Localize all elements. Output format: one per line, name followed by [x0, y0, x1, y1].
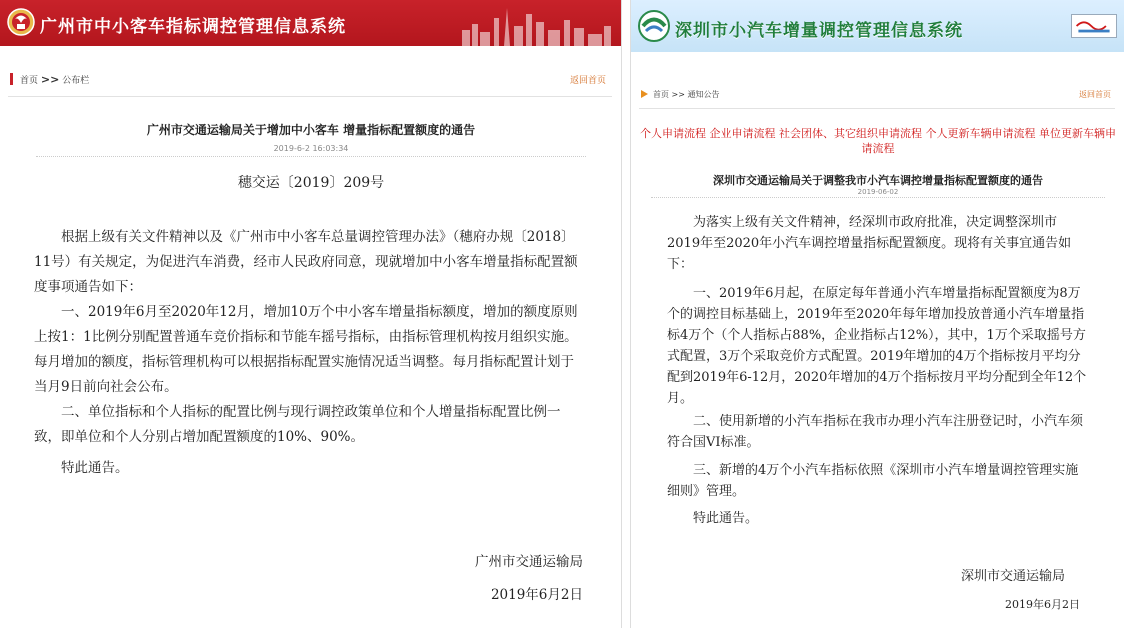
sz-back-home-link[interactable]: 返回首页 [1079, 90, 1111, 99]
crumb-separator: >> [40, 73, 60, 86]
crumb-home-link[interactable]: 首页 [20, 76, 39, 86]
sz-notice-title: 深圳市交通运输局关于调整我市小汽车调控增量指标配置额度的通告 [713, 174, 1043, 187]
sz-breadcrumb [639, 88, 1115, 104]
goat-emblem-icon [6, 7, 36, 37]
divider [639, 108, 1115, 109]
divider [651, 197, 1105, 198]
gz-system-title: 广州市中小客车指标调控管理信息系统 [40, 17, 346, 37]
gz-signer: 广州市交通运输局 [475, 554, 583, 570]
sz-publish-date: 2019-06-02 [857, 188, 899, 196]
gz-header [0, 0, 622, 46]
sz-header [631, 0, 1124, 52]
crumb-current[interactable]: 通知公告 [687, 90, 720, 99]
crumb-separator: >> [671, 90, 685, 99]
divider [8, 96, 612, 97]
process-links-text[interactable]: 个人申请流程 企业申请流程 社会团体、其它组织申请流程 个人更新车辆申请流程 单位更新车辆申请流程 [640, 127, 1116, 155]
gz-paragraph-2: 二、单位指标和个人指标的配置比例与现行调控政策单位和个人增量指标配置比例一致，即单位和个人分别占增加配置额度的10%、90%。 [34, 404, 561, 445]
sz-paragraph-3: 三、新增的4万个小汽车指标依照《深圳市小汽车增量调控管理实施细则》管理。 [667, 463, 1079, 499]
gz-paragraph-intro: 根据上级有关文件精神以及《广州市中小客车总量调控管理办法》（穗府办规〔2018〕11号）有关规定，为促进汽车消费，经市人民政府同意，现就增加中小客车增量指标配置额度事项通告如下： [34, 229, 578, 295]
crumb-home-link[interactable]: 首页 [653, 90, 669, 99]
crumb-marker [10, 73, 13, 85]
gz-breadcrumb [8, 70, 612, 88]
gz-notice-title: 广州市交通运输局关于增加中小客车 增量指标配置额度的通告 [146, 123, 476, 137]
gz-sign-date: 2019年6月2日 [490, 587, 583, 603]
crumb-current[interactable]: 公布栏 [62, 76, 90, 86]
shenzhen-city-logo-icon [1071, 14, 1117, 38]
city-skyline-icon [452, 0, 622, 46]
gz-paragraph-closing: 特此通告。 [61, 460, 129, 476]
gz-doc-number: 穗交运〔2019〕209号 [237, 175, 385, 191]
swirl-logo-icon [637, 9, 671, 43]
sz-signer: 深圳市交通运输局 [961, 569, 1066, 584]
arrow-right-icon [641, 90, 648, 98]
sz-paragraph-2: 二、使用新增的小汽车指标在我市办理小汽车注册登记时，小汽车须符合国VI标准。 [667, 414, 1084, 450]
gz-publish-datetime: 2019-6-2 16:03:34 [273, 144, 349, 153]
sz-paragraph-closing: 特此通告。 [693, 511, 759, 526]
sz-process-links [637, 126, 1119, 156]
gz-paragraph-1: 一、2019年6月至2020年12月，增加10万个中小客车增量指标额度，增加的额度原则上按1：1比例分别配置普通车竞价指标和节能车摇号指标，由指标管理机构按月组织实施。每月增加的额度，指标管理机构可以根据指标配置实施情况适当调整。每月指标配置计划于当月9日前向社会公布。 [34, 304, 578, 395]
sz-sign-date: 2019年6月2日 [1005, 598, 1080, 611]
sz-paragraph-1: 一、2019年6月起，在原定每年普通小汽车增量指标配置额度为8万个的调控目标基础上，2019年至2020年每年增加投放普通小汽车增量指标4万个（个人指标占88%，企业指标占12%），其中，1万个采取摇号方式配置，3万个采取竞价方式配置。2019年增加的4万个指标按月平均分配到2019年6-12月，2020年增加的4万个指标按月平均分配到全年12个月。 [667, 286, 1087, 406]
sz-paragraph-intro: 为落实上级有关文件精神，经深圳市政府批准，决定调整深圳市2019年至2020年小汽车调控增量指标配置额度。现将有关事宜通告如下： [667, 215, 1072, 272]
sz-system-title: 深圳市小汽车增量调控管理信息系统 [675, 21, 963, 41]
shenzhen-panel [630, 0, 1124, 628]
gz-back-home-link[interactable]: 返回首页 [569, 76, 606, 86]
divider [36, 156, 586, 157]
